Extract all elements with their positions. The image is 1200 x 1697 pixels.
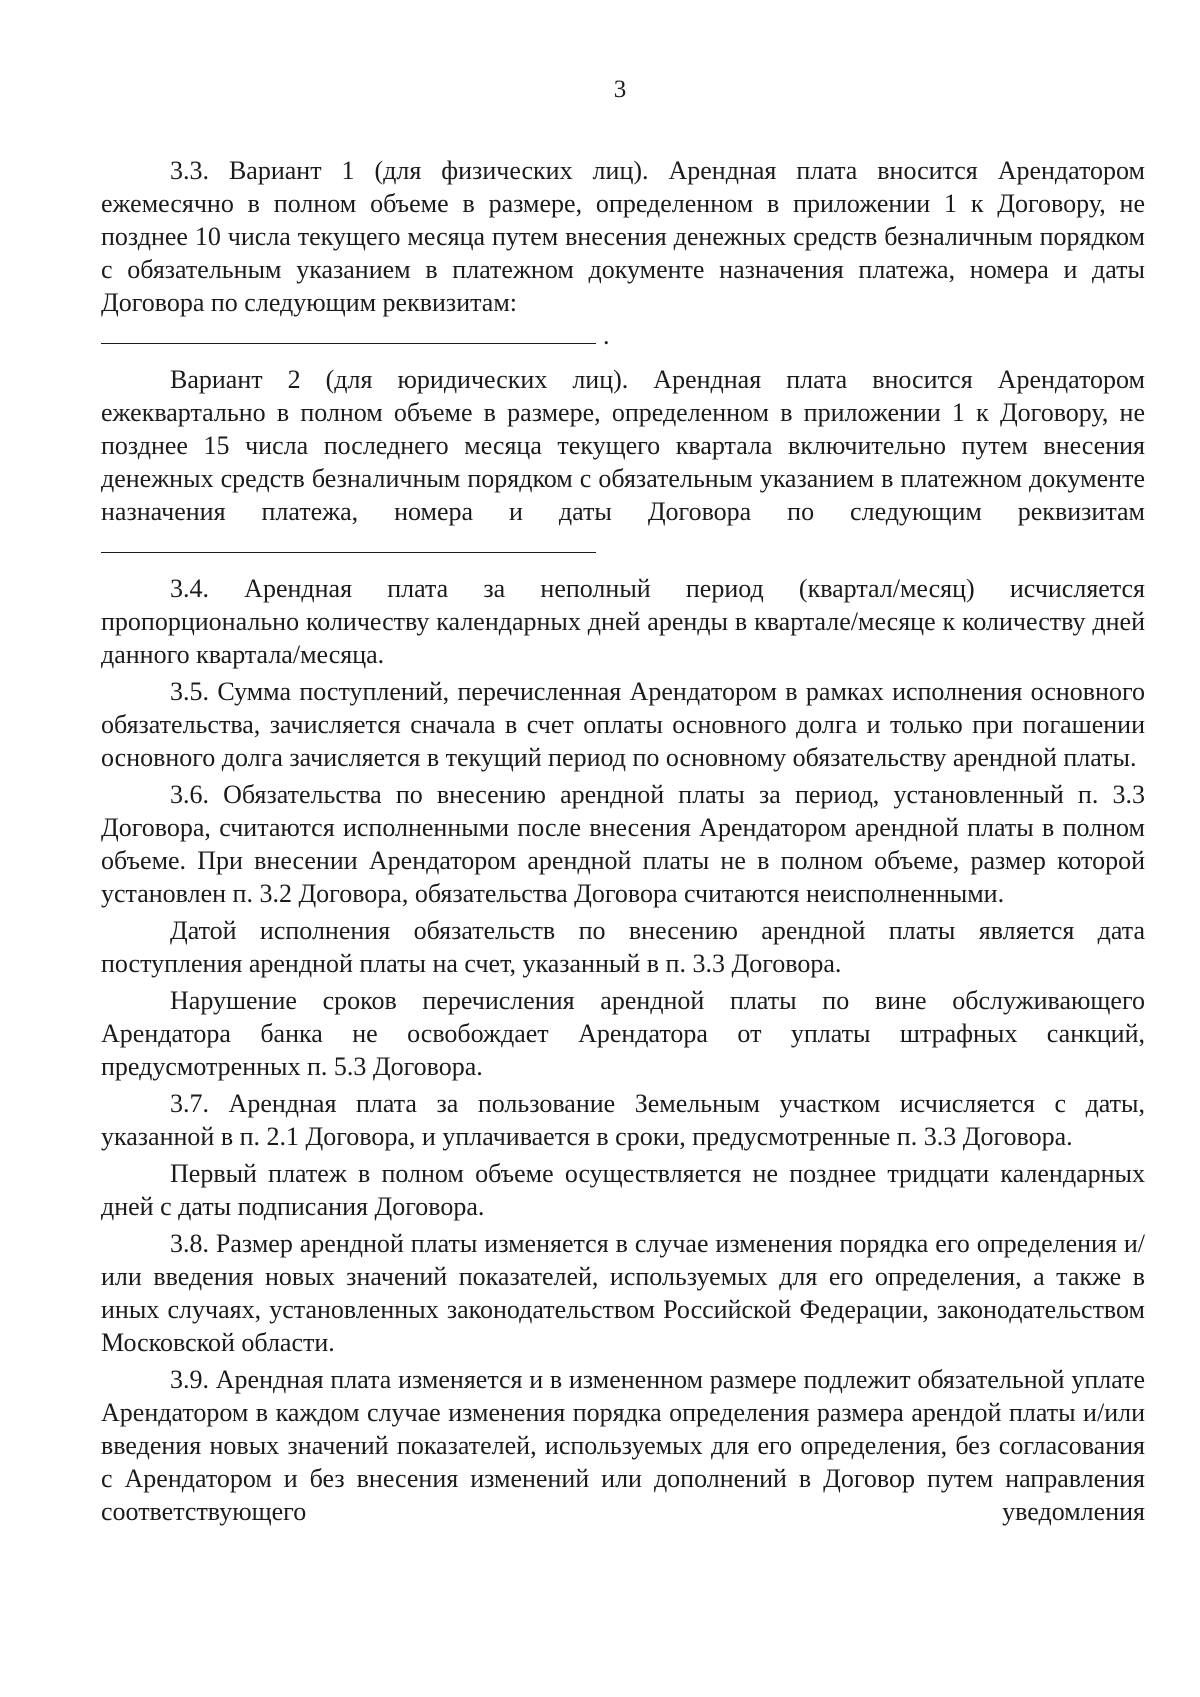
blank-field-requisites-1 <box>101 323 1145 353</box>
page-number: 3 <box>613 76 627 103</box>
paragraph-3-4: 3.4. Арендная плата за неполный период (квартал/месяц) исчисляется пропорционально количеству календарных дней аренды в квартале/месяце к количеству дней данного квартала/месяца. <box>101 574 1145 669</box>
paragraph-3-6-b: Датой исполнения обязательств по внесению арендной платы является дата поступления арендной платы на счет, указанный в п. 3.3 Договора. <box>101 916 1145 978</box>
paragraph-3-6-c: Нарушение сроков перечисления арендной платы по вине обслуживающего Арендатора банка не освобождает Арендатора от уплаты штрафных санкций, предусмотренных п. 5.3 Договора. <box>101 986 1145 1081</box>
paragraph-3-3: 3.3. Вариант 1 (для физических лиц). Арендная плата вносится Арендатором ежемесячно в полном объеме в размере, определенном в приложении 1 к Договору, не позднее 10 числа текущего месяца путем внесения денежных средств безналичным порядком с обязательным указанием в платежном документе назначения платежа, номера и даты Договора по следующим реквизитам: <box>101 156 1145 317</box>
paragraph-3-7-b: Первый платеж в полном объеме осуществляется не позднее тридцати календарных дней с даты подписания Договора. <box>101 1159 1145 1221</box>
paragraph-3-8: 3.8. Размер арендной платы изменяется в случае изменения порядка его определения и/или введения новых значений показателей, используемых для его определения, а также в иных случаях, установленных законодательством Российской Федерации, законодательством Московской области. <box>101 1229 1145 1357</box>
paragraph-3-7: 3.7. Арендная плата за пользование Земельным участком исчисляется с даты, указанной в п. 2.1 Договора, и уплачивается в сроки, предусмотренные п. 3.3 Договора. <box>101 1089 1145 1151</box>
paragraph-3-9: 3.9. Арендная плата изменяется и в измененном размере подлежит обязательной уплате Арендатором в каждом случае изменения порядка определения размера арендой платы и/или введения новых значений показателей, используемых для его определения, без согласования с Арендатором и без внесения изменений или дополнений в Договор путем направления соответствующего уведомления <box>101 1365 1145 1526</box>
blank-underline <box>101 343 596 344</box>
paragraph-3-3-variant-2: Вариант 2 (для юридических лиц). Арендная плата вносится Арендатором ежеквартально в полном объеме в размере, определенном в приложении 1 к Договору, не позднее 15 числа последнего месяца текущего квартала включительно путем внесения денежных средств безналичным порядком с обязательным указанием в платежном документе назначения платежа, номера и даты Договора по следующим реквизитам <box>101 365 1145 526</box>
paragraph-3-5: 3.5. Сумма поступлений, перечисленная Арендатором в рамках исполнения основного обязательства, зачисляется сначала в счет оплаты основного долга и только при погашении основного долга зачисляется в текущий период по основному обязательству арендной платы. <box>101 677 1145 772</box>
blank-dot: . <box>603 321 610 350</box>
blank-underline <box>101 552 596 553</box>
document-body <box>101 154 1145 1532</box>
paragraph-3-6: 3.6. Обязательства по внесению арендной платы за период, установленный п. 3.3 Договора, считаются исполненными после внесения Арендатором арендной платы в полном объеме. При внесении Арендатором арендной платы не в полном объеме, размер которой установлен п. 3.2 Договора, обязательства Договора считаются неисполненными. <box>101 780 1145 908</box>
blank-field-requisites-2 <box>101 532 1145 562</box>
